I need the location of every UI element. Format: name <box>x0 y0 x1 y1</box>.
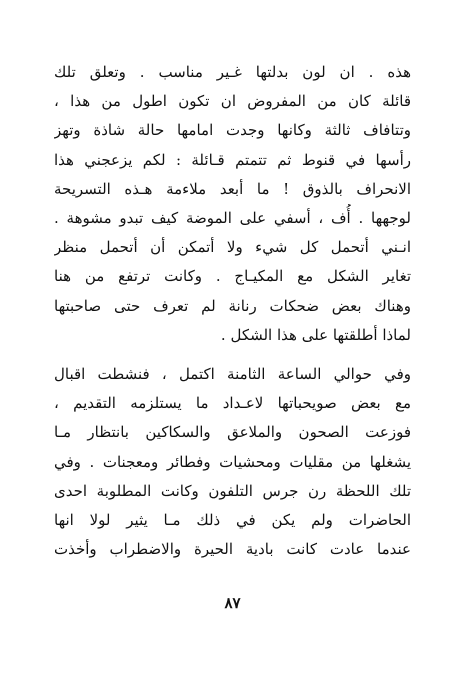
paragraph-2 <box>54 360 411 564</box>
text-line: عندما عادت كانت بادية الحيرة والاضطراب وأخذت <box>54 540 411 559</box>
text-line: تلك اللحظة رن جرس التلفون وكانت المطلوبة احدى <box>54 481 411 500</box>
text-line: الانحراف بالذوق ! ما أبعد ملاءمة هـذه التسريحة <box>54 179 411 198</box>
text-line: رأسها في قنوط ثم تتمتم قـائلة : لكم يزعجني هذا <box>54 150 411 169</box>
text-line: يشغلها من مقليات ومحشيات وفطائر ومعجنات . وفي <box>54 452 411 471</box>
text-line: لوجهها . أُف ، أسفي على الموضة كيف تبدو مشوهة . <box>54 208 411 227</box>
text-line: لماذا أطلقتها على هذا الشكل . <box>220 325 411 344</box>
text-line: فوزعت الصحون والملاعق والسكاكين بانتظار مـا <box>54 423 411 442</box>
text-line: هذه . ان لون بدلتها غـير مناسب . وتعلق تلك <box>54 63 411 81</box>
page-number: ٨٧ <box>224 594 241 612</box>
text-line: مع بعض صويحباتها لاعـداد ما يستلزمه التقديم ، <box>54 394 411 413</box>
text-line: وهناك بعض ضحكات رنانة لم تعرف حتى صاحبتها <box>54 296 411 315</box>
text-line: وتتافاف ثالثة وكانها وجدت امامها حالة شاذة وتهز <box>54 121 411 140</box>
text-line: تغاير الشكل مع المكيـاج . وكانت ترتفع من هنا <box>54 267 411 286</box>
text-line: وفي حوالي الساعة الثامنة اكتمل ، فنشطت اقبال <box>54 365 411 383</box>
text-line: انـني أتحمل كل شيء ولا أتمكن أن أتحمل منظر <box>54 238 411 257</box>
text-line: قائلة كان من المفروض ان تكون اطول من هذا ، <box>54 92 411 111</box>
paragraph-1 <box>54 58 411 350</box>
text-line: الحاضرات ولم يكن في ذلك مـا يثير لولا انها <box>54 510 411 529</box>
